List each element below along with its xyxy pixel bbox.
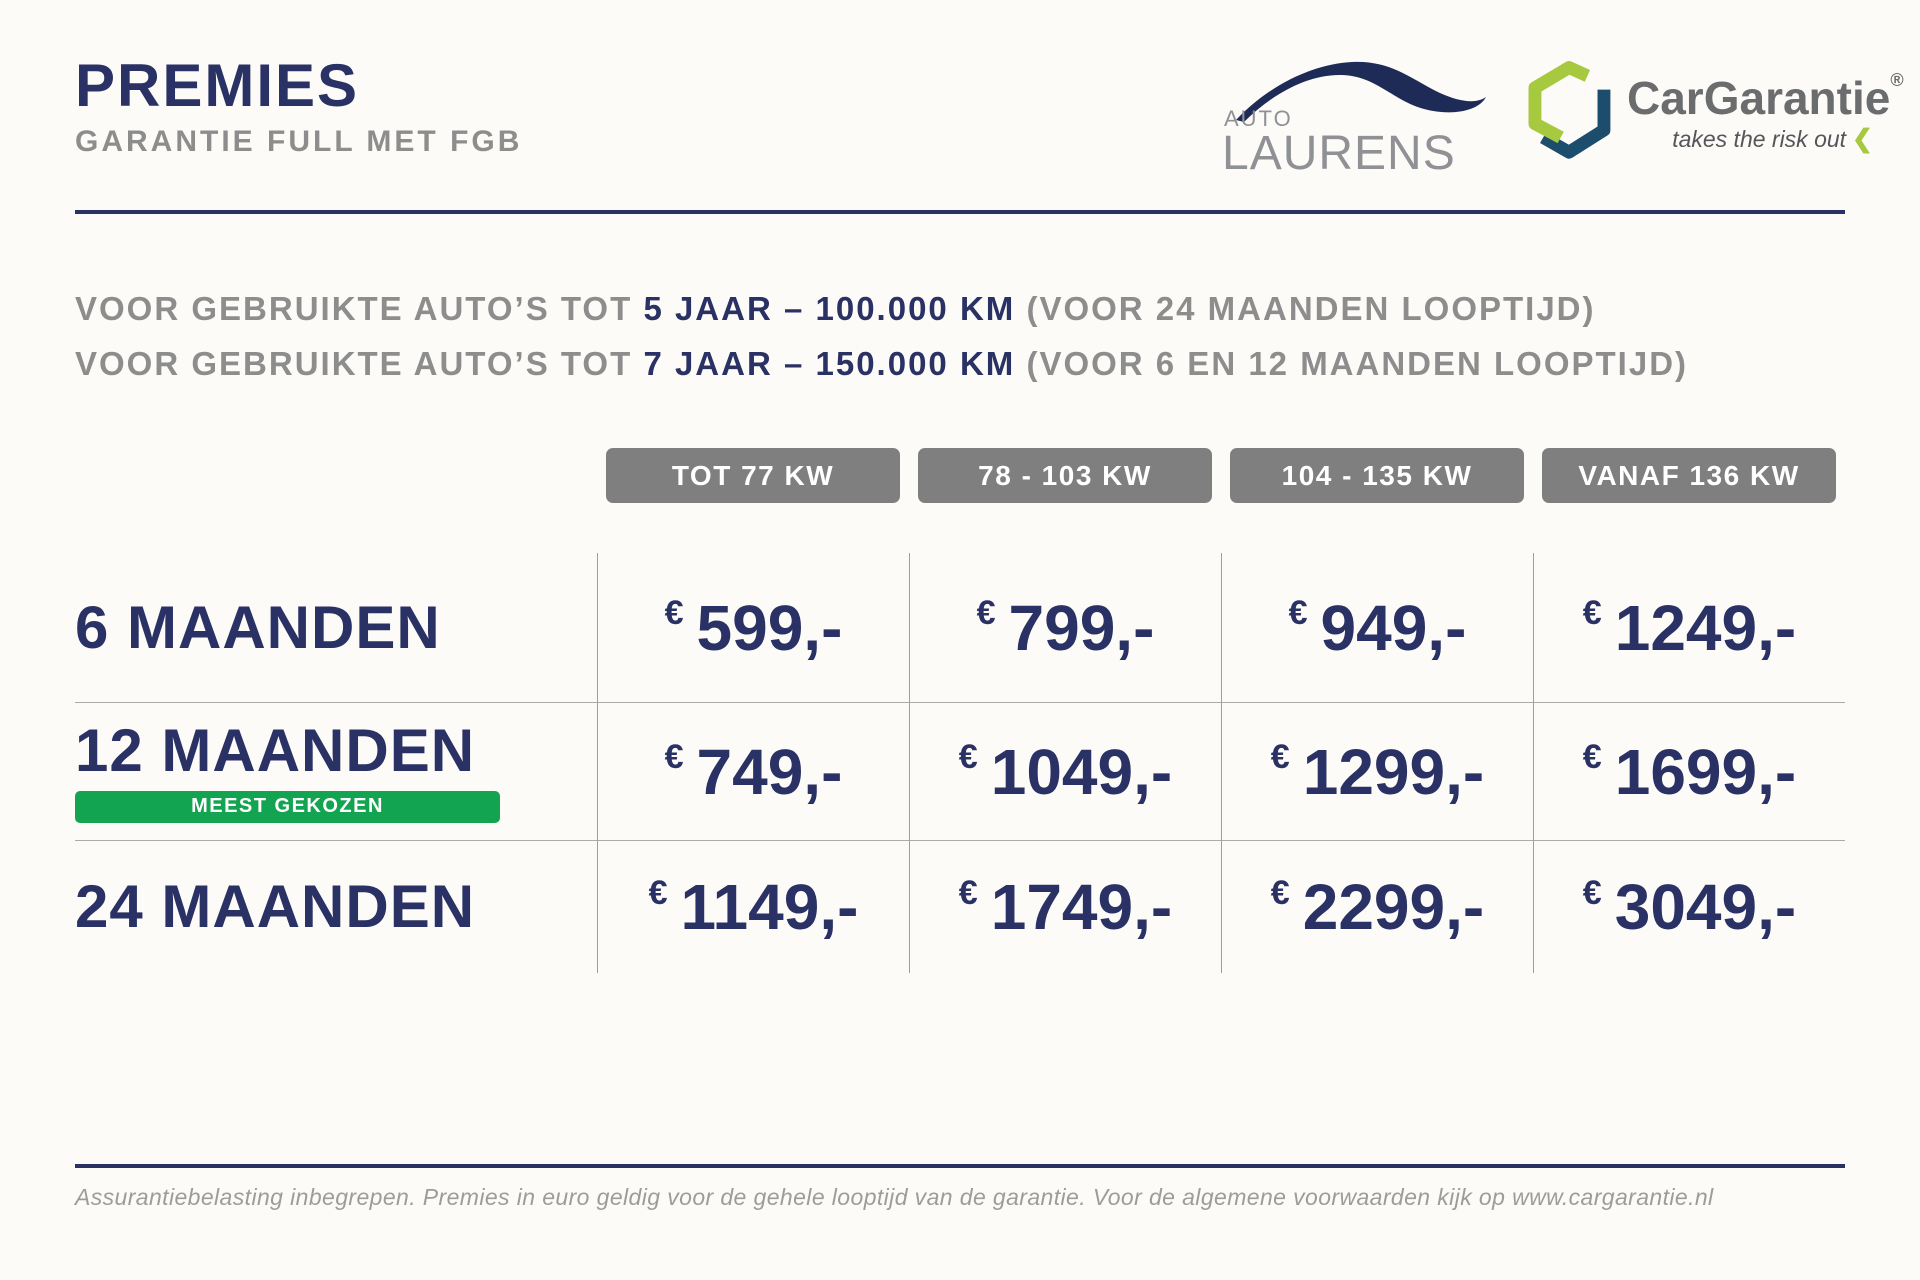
euro-symbol: €: [1270, 873, 1290, 912]
cargarantie-tagline: [1672, 124, 1873, 154]
price-cell: [909, 702, 1221, 840]
intro-1-prefix: VOOR GEBRUIKTE AUTO’S TOT: [75, 290, 644, 327]
footer-note: Assurantiebelasting inbegrepen. Premies in euro geldig voor de gehele looptijd van de garantie. Voor de algemene voorwaarden kijk op www.cargarantie.nl: [75, 1184, 1714, 1210]
row-label-6-maanden: 6 MAANDEN: [75, 593, 441, 661]
price: [1270, 871, 1485, 943]
price-cell: [1221, 840, 1533, 973]
intro-1-suffix: (VOOR 24 MAANDEN LOOPTIJD): [1015, 290, 1596, 327]
auto-laurens-logo: [1222, 56, 1487, 180]
price-cell: [1533, 840, 1845, 973]
tagline-text: takes the risk out: [1672, 126, 1847, 152]
price: [1582, 735, 1797, 808]
euro-symbol: €: [1582, 738, 1602, 776]
price-cell: [1221, 553, 1533, 702]
row-label-12-maanden: 12 MAANDEN MEEST GEKOZEN: [75, 702, 597, 840]
intro-1-highlight: 5 JAAR – 100.000 KM: [643, 290, 1016, 327]
kw-header-spacer: [75, 448, 597, 503]
premium-table: [75, 553, 1845, 973]
price-amount: 2299,-: [1302, 871, 1485, 943]
most-chosen-badge: MEEST GEKOZEN: [75, 791, 500, 823]
row-label-24-maanden: 24 MAANDEN: [75, 840, 597, 973]
price-cell: [1533, 553, 1845, 702]
euro-symbol: €: [648, 873, 668, 912]
euro-symbol: €: [958, 738, 978, 776]
page-title: PREMIES: [75, 52, 360, 119]
cargarantie-logo: [1523, 56, 1904, 176]
price-amount: 1149,-: [680, 871, 859, 943]
price-cell: [1221, 702, 1533, 840]
chevron-left-icon: ❮: [1852, 125, 1873, 153]
header-title-block: [75, 54, 522, 159]
price-amount: 1299,-: [1302, 735, 1485, 808]
registered-trademark: ®: [1890, 70, 1904, 90]
cargarantie-wordmark: [1627, 70, 1904, 125]
intro-line-2: [75, 336, 1688, 391]
price: [976, 591, 1155, 664]
page-subtitle: GARANTIE FULL MET FGB: [75, 125, 523, 158]
intro-2-highlight: 7 JAAR – 150.000 KM: [643, 345, 1016, 382]
auto-laurens-word-auto: AUTO: [1224, 106, 1293, 131]
price: [958, 871, 1173, 943]
euro-symbol: €: [1582, 594, 1602, 632]
price-cell: [909, 553, 1221, 702]
price-cell: [597, 840, 909, 973]
price: [1582, 871, 1797, 943]
price-amount: 949,-: [1320, 591, 1467, 664]
cargarantie-hexagon-icon: [1523, 58, 1615, 170]
price: [1582, 591, 1797, 664]
footer-divider-line: [75, 1164, 1845, 1168]
price: [1288, 591, 1467, 664]
price-cell: [1533, 702, 1845, 840]
kw-header-78-103: 78 - 103 KW: [918, 448, 1212, 503]
euro-symbol: €: [664, 594, 684, 632]
price: [958, 735, 1173, 808]
kw-header-104-135: 104 - 135 KW: [1230, 448, 1524, 503]
euro-symbol: €: [1288, 594, 1308, 632]
price-amount: 3049,-: [1614, 871, 1797, 943]
price: [664, 735, 843, 808]
price: [648, 871, 859, 943]
euro-symbol: €: [1270, 738, 1290, 776]
price-amount: 799,-: [1008, 591, 1155, 664]
price-cell: [909, 840, 1221, 973]
euro-symbol: €: [958, 873, 978, 912]
euro-symbol: €: [664, 738, 684, 776]
intro-text-block: [75, 281, 1688, 391]
price-amount: 1749,-: [990, 871, 1173, 943]
auto-laurens-word-laurens: LAURENS: [1222, 127, 1456, 180]
kw-header-row: [75, 448, 1845, 503]
cargarantie-name: CarGarantie: [1627, 72, 1891, 124]
euro-symbol: €: [976, 594, 996, 632]
euro-symbol: €: [1582, 873, 1602, 912]
intro-line-1: [75, 281, 1688, 336]
header-divider-line: [75, 210, 1845, 214]
price: [664, 591, 843, 664]
price-amount: 1049,-: [990, 735, 1173, 808]
price-cell: [597, 702, 909, 840]
price-amount: 1699,-: [1614, 735, 1797, 808]
price: [1270, 735, 1485, 808]
intro-2-prefix: VOOR GEBRUIKTE AUTO’S TOT: [75, 345, 644, 382]
kw-header-vanaf-136: VANAF 136 KW: [1542, 448, 1836, 503]
intro-2-suffix: (VOOR 6 EN 12 MAANDEN LOOPTIJD): [1015, 345, 1689, 382]
price-cell: [597, 553, 909, 702]
price-amount: 1249,-: [1614, 591, 1797, 664]
kw-header-tot-77: TOT 77 KW: [606, 448, 900, 503]
price-amount: 749,-: [696, 735, 843, 808]
price-amount: 599,-: [696, 591, 843, 664]
